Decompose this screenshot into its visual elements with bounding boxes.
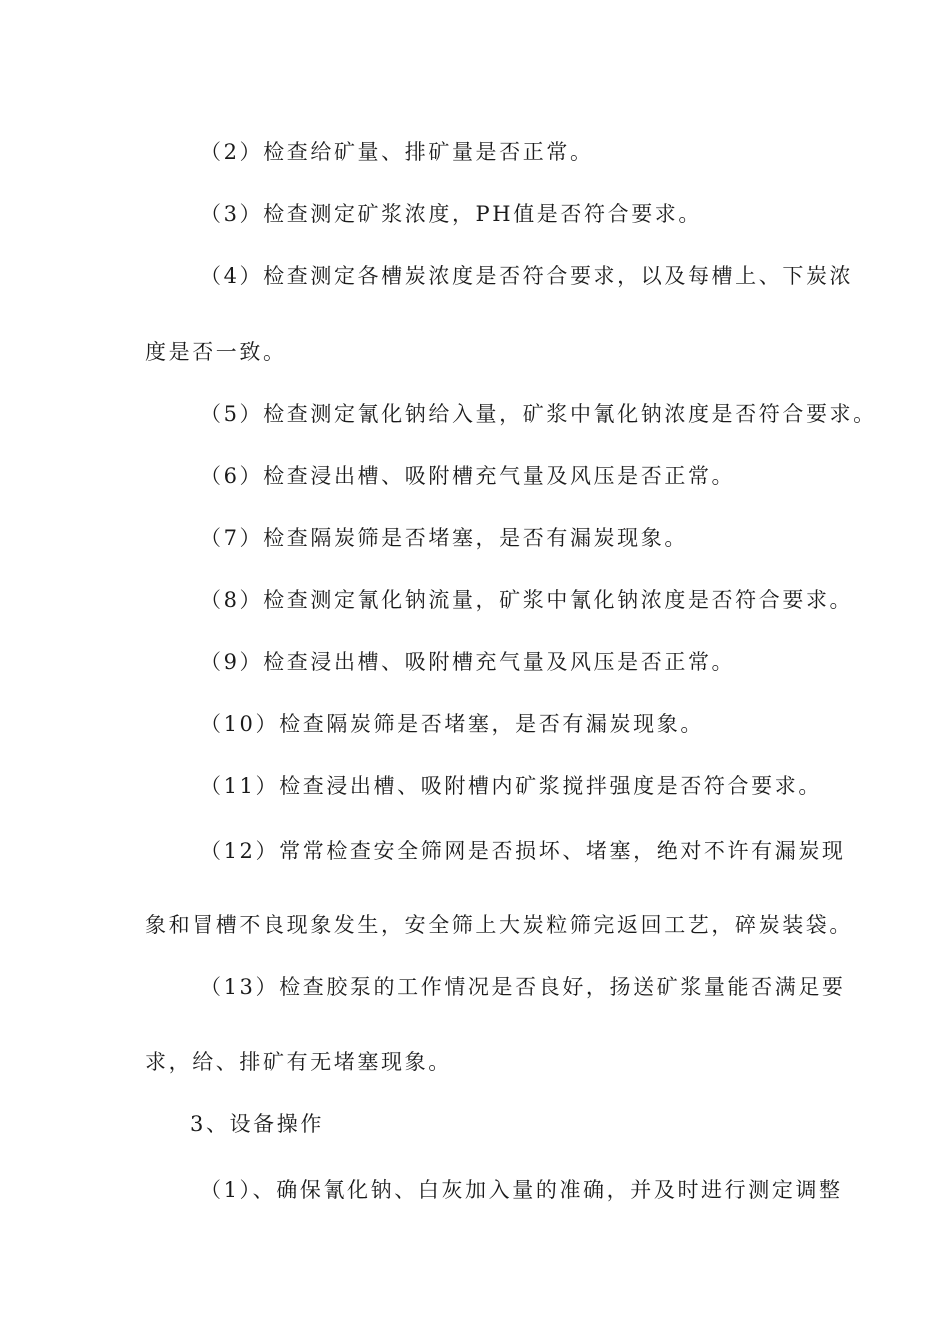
paragraph-line: （9）检查浸出槽、吸附槽充气量及风压是否正常。 (200, 650, 736, 674)
paragraph-line: （10）检查隔炭筛是否堵塞，是否有漏炭现象。 (200, 712, 704, 736)
paragraph-line: （11）检查浸出槽、吸附槽内矿浆搅拌强度是否符合要求。 (200, 774, 822, 798)
paragraph-line: （2）检查给矿量、排矿量是否正常。 (200, 140, 594, 164)
section-heading: 3、设备操作 (190, 1112, 324, 1136)
paragraph-line: 求，给、排矿有无堵塞现象。 (145, 1050, 452, 1074)
paragraph-line: 象和冒槽不良现象发生，安全筛上大炭粒筛完返回工艺，碎炭装袋。 (145, 913, 853, 937)
paragraph-line: （5）检查测定氰化钠给入量，矿浆中氰化钠浓度是否符合要求。 (200, 402, 877, 426)
paragraph-line: （7）检查隔炭筛是否堵塞，是否有漏炭现象。 (200, 526, 688, 550)
paragraph-line: 度是否一致。 (145, 340, 287, 364)
paragraph-line: （4）检查测定各槽炭浓度是否符合要求，以及每槽上、下炭浓 (200, 264, 854, 288)
paragraph-line: （12）常常检查安全筛网是否损坏、堵塞，绝对不许有漏炭现 (200, 839, 846, 863)
paragraph-line: （1）、确保氰化钠、白灰加入量的准确，并及时进行测定调整 (200, 1178, 843, 1202)
paragraph-line: （8）检查测定氰化钠流量，矿浆中氰化钠浓度是否符合要求。 (200, 588, 854, 612)
paragraph-line: （3）检查测定矿浆浓度，PH值是否符合要求。 (200, 202, 703, 226)
paragraph-line: （6）检查浸出槽、吸附槽充气量及风压是否正常。 (200, 464, 736, 488)
paragraph-line: （13）检查胶泵的工作情况是否良好，扬送矿浆量能否满足要 (200, 975, 846, 999)
